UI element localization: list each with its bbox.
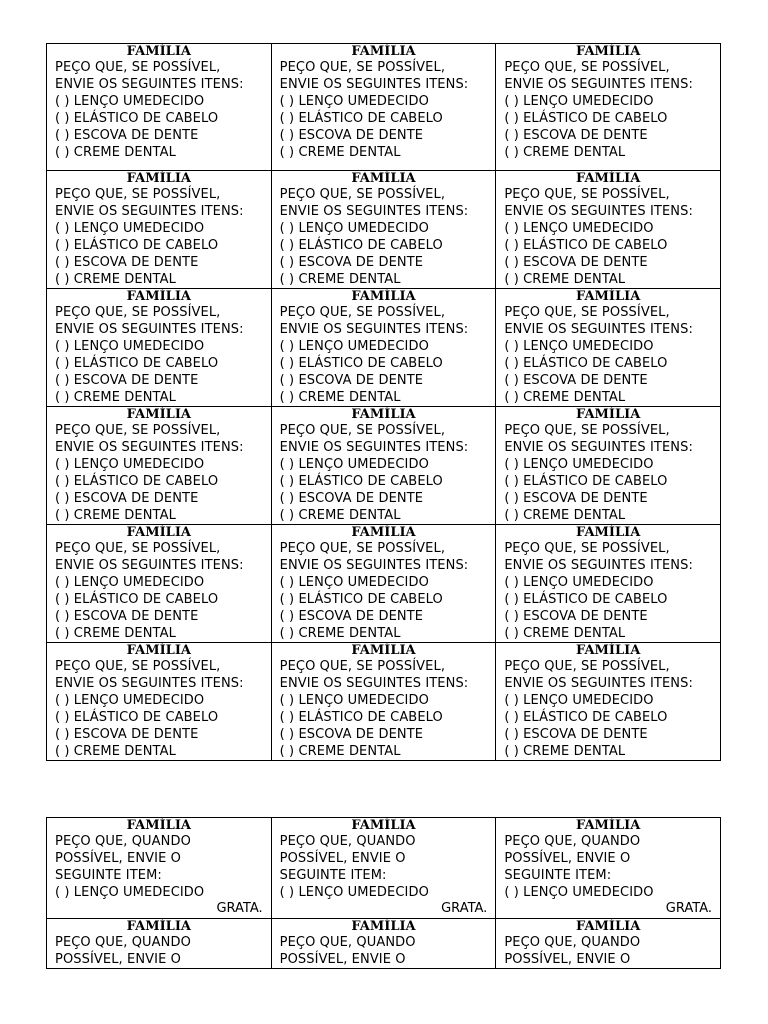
note-checklist-item: ( ) ESCOVA DE DENTE: [279, 727, 424, 742]
note-card: [271, 407, 496, 525]
note-title: FAMÍLIA: [575, 525, 641, 540]
note-intro-line: ENVIE OS SEGUINTES ITENS:: [504, 676, 693, 691]
note-checklist-item: ( ) ESCOVA DE DENTE: [504, 491, 648, 506]
note-row: [47, 818, 721, 919]
note-intro-line: PEÇO QUE, SE POSSÍVEL,: [279, 541, 446, 556]
note-intro-line: ENVIE OS SEGUINTES ITENS:: [55, 77, 244, 92]
note-intro-line: PEÇO QUE, SE POSSÍVEL,: [55, 541, 221, 556]
note-card: [271, 525, 496, 643]
note-checklist-item: ( ) ESCOVA DE DENTE: [55, 727, 199, 742]
note-intro-line: PEÇO QUE, SE POSSÍVEL,: [504, 659, 670, 674]
note-card: [496, 44, 721, 171]
note-card: [496, 643, 721, 761]
note-intro-line: ENVIE OS SEGUINTES ITENS:: [279, 77, 469, 92]
note-card: [496, 289, 721, 407]
note-title: FAMÍLIA: [126, 44, 191, 59]
note-checklist-item: ( ) ELÁSTICO DE CABELO: [504, 710, 668, 725]
note-title: FAMÍLIA: [126, 525, 191, 540]
note-checklist-item: ( ) ESCOVA DE DENTE: [504, 255, 648, 270]
note-title: FAMÍLIA: [351, 289, 416, 304]
note-line: PEÇO QUE, QUANDO: [279, 834, 416, 849]
note-checklist-item: ( ) ELÁSTICO DE CABELO: [55, 710, 219, 725]
note-title: FAMÍLIA: [351, 919, 416, 934]
note-intro-line: PEÇO QUE, SE POSSÍVEL,: [504, 187, 670, 202]
note-checklist-item: ( ) ESCOVA DE DENTE: [55, 128, 199, 143]
note-card: [47, 919, 272, 969]
note-intro-line: PEÇO QUE, SE POSSÍVEL,: [55, 187, 221, 202]
note-line: PEÇO QUE, QUANDO: [55, 834, 191, 849]
note-card: [47, 44, 272, 171]
note-checklist-item: ( ) LENÇO UMEDECIDO: [504, 221, 654, 236]
note-line: POSSÍVEL, ENVIE O: [55, 851, 181, 866]
note-title: FAMÍLIA: [351, 525, 416, 540]
note-checklist-item: ( ) ELÁSTICO DE CABELO: [55, 238, 219, 253]
note-checklist-item: ( ) LENÇO UMEDECIDO: [279, 339, 429, 354]
note-card: [47, 289, 272, 407]
note-intro-line: ENVIE OS SEGUINTES ITENS:: [55, 204, 244, 219]
note-line: POSSÍVEL, ENVIE O: [504, 851, 631, 866]
note-title: FAMÍLIA: [351, 818, 416, 833]
note-checklist-item: ( ) ELÁSTICO DE CABELO: [279, 710, 443, 725]
note-checklist-item: ( ) CREME DENTAL: [504, 390, 626, 405]
note-intro-line: ENVIE OS SEGUINTES ITENS:: [55, 676, 244, 691]
note-checklist-item: ( ) LENÇO UMEDECIDO: [55, 457, 205, 472]
note-intro-line: ENVIE OS SEGUINTES ITENS:: [504, 204, 693, 219]
note-card: [496, 919, 721, 969]
note-checklist-item: ( ) ESCOVA DE DENTE: [279, 255, 424, 270]
note-checklist-item: ( ) CREME DENTAL: [279, 508, 401, 523]
note-intro-line: PEÇO QUE, SE POSSÍVEL,: [55, 305, 221, 320]
note-closing: GRATA.: [216, 901, 263, 916]
note-title: FAMÍLIA: [351, 44, 416, 59]
note-intro-line: PEÇO QUE, SE POSSÍVEL,: [279, 187, 446, 202]
note-checklist-item: ( ) ELÁSTICO DE CABELO: [504, 474, 668, 489]
note-closing: GRATA.: [665, 901, 712, 916]
notes-grid-items: [46, 43, 721, 761]
note-intro-line: ENVIE OS SEGUINTES ITENS:: [504, 322, 693, 337]
note-intro-line: PEÇO QUE, SE POSSÍVEL,: [279, 659, 446, 674]
note-intro-line: ENVIE OS SEGUINTES ITENS:: [279, 558, 469, 573]
note-intro-line: ENVIE OS SEGUINTES ITENS:: [504, 77, 693, 92]
note-title: FAMÍLIA: [351, 171, 416, 186]
note-card: [47, 818, 272, 919]
note-checklist-item: ( ) ESCOVA DE DENTE: [55, 255, 199, 270]
note-checklist-item: ( ) LENÇO UMEDECIDO: [504, 339, 654, 354]
notes-grid2-body: [47, 818, 721, 969]
note-checklist-item: ( ) ELÁSTICO DE CABELO: [55, 592, 219, 607]
note-line: POSSÍVEL, ENVIE O: [504, 952, 631, 967]
note-title: FAMÍLIA: [126, 171, 191, 186]
note-title: FAMÍLIA: [126, 818, 191, 833]
note-intro-line: PEÇO QUE, SE POSSÍVEL,: [279, 305, 446, 320]
note-checklist-item: ( ) LENÇO UMEDECIDO: [504, 94, 654, 109]
note-title: FAMÍLIA: [126, 919, 191, 934]
note-row: [47, 44, 721, 171]
note-line: POSSÍVEL, ENVIE O: [279, 851, 406, 866]
note-checklist-item: ( ) ESCOVA DE DENTE: [279, 609, 424, 624]
note-intro-line: PEÇO QUE, SE POSSÍVEL,: [279, 423, 446, 438]
note-checklist-item: ( ) LENÇO UMEDECIDO: [279, 575, 429, 590]
note-checklist-item: ( ) ELÁSTICO DE CABELO: [279, 356, 443, 371]
note-card: [496, 525, 721, 643]
note-title: FAMÍLIA: [575, 643, 641, 658]
note-card: [271, 171, 496, 289]
note-checklist-item: ( ) CREME DENTAL: [279, 272, 401, 287]
note-checklist-item: ( ) CREME DENTAL: [279, 145, 401, 160]
note-card: [496, 407, 721, 525]
note-checklist-item: ( ) LENÇO UMEDECIDO: [279, 693, 429, 708]
note-title: FAMÍLIA: [351, 643, 416, 658]
note-checklist-item: ( ) ELÁSTICO DE CABELO: [504, 238, 668, 253]
note-checklist-item: ( ) ESCOVA DE DENTE: [279, 373, 424, 388]
note-card: [271, 289, 496, 407]
note-checklist-item: ( ) LENÇO UMEDECIDO: [55, 339, 205, 354]
note-card: [47, 407, 272, 525]
note-checklist-item: ( ) LENÇO UMEDECIDO: [279, 221, 429, 236]
note-line: ( ) LENÇO UMEDECIDO: [279, 885, 429, 900]
note-line: PEÇO QUE, QUANDO: [504, 935, 641, 950]
note-intro-line: PEÇO QUE, SE POSSÍVEL,: [504, 423, 670, 438]
note-row: [47, 289, 721, 407]
note-checklist-item: ( ) ESCOVA DE DENTE: [504, 727, 648, 742]
notes-grid-body: [47, 44, 721, 761]
note-intro-line: ENVIE OS SEGUINTES ITENS:: [504, 440, 693, 455]
note-card: [271, 818, 496, 919]
note-checklist-item: ( ) CREME DENTAL: [504, 145, 626, 160]
note-checklist-item: ( ) ESCOVA DE DENTE: [55, 609, 199, 624]
note-checklist-item: ( ) ELÁSTICO DE CABELO: [55, 111, 219, 126]
note-line: PEÇO QUE, QUANDO: [55, 935, 191, 950]
note-checklist-item: ( ) LENÇO UMEDECIDO: [504, 575, 654, 590]
note-checklist-item: ( ) ESCOVA DE DENTE: [279, 128, 424, 143]
note-checklist-item: ( ) LENÇO UMEDECIDO: [504, 693, 654, 708]
note-title: FAMÍLIA: [575, 818, 641, 833]
note-card: [271, 44, 496, 171]
note-intro-line: ENVIE OS SEGUINTES ITENS:: [504, 558, 693, 573]
note-intro-line: PEÇO QUE, SE POSSÍVEL,: [55, 423, 221, 438]
note-card: [271, 919, 496, 969]
note-line: SEGUINTE ITEM:: [504, 868, 612, 883]
note-checklist-item: ( ) CREME DENTAL: [504, 272, 626, 287]
note-title: FAMÍLIA: [575, 171, 641, 186]
note-checklist-item: ( ) ESCOVA DE DENTE: [504, 373, 648, 388]
note-intro-line: ENVIE OS SEGUINTES ITENS:: [279, 204, 469, 219]
note-title: FAMÍLIA: [575, 289, 641, 304]
note-checklist-item: ( ) ELÁSTICO DE CABELO: [279, 238, 443, 253]
note-line: POSSÍVEL, ENVIE O: [279, 952, 406, 967]
note-card: [496, 818, 721, 919]
note-row: [47, 407, 721, 525]
note-card: [47, 643, 272, 761]
note-checklist-item: ( ) CREME DENTAL: [504, 508, 626, 523]
note-checklist-item: ( ) ELÁSTICO DE CABELO: [504, 592, 668, 607]
note-row: [47, 643, 721, 761]
note-checklist-item: ( ) ESCOVA DE DENTE: [55, 373, 199, 388]
note-line: ( ) LENÇO UMEDECIDO: [55, 885, 205, 900]
note-title: FAMÍLIA: [351, 407, 416, 422]
note-title: FAMÍLIA: [575, 44, 641, 59]
note-checklist-item: ( ) CREME DENTAL: [55, 508, 176, 523]
note-checklist-item: ( ) CREME DENTAL: [55, 744, 176, 759]
note-title: FAMÍLIA: [575, 919, 641, 934]
note-checklist-item: ( ) CREME DENTAL: [55, 145, 176, 160]
note-checklist-item: ( ) ESCOVA DE DENTE: [504, 609, 648, 624]
note-intro-line: PEÇO QUE, SE POSSÍVEL,: [55, 60, 221, 75]
note-checklist-item: ( ) CREME DENTAL: [504, 744, 626, 759]
note-intro-line: ENVIE OS SEGUINTES ITENS:: [55, 322, 244, 337]
note-checklist-item: ( ) LENÇO UMEDECIDO: [279, 94, 429, 109]
note-checklist-item: ( ) LENÇO UMEDECIDO: [279, 457, 429, 472]
note-checklist-item: ( ) ELÁSTICO DE CABELO: [279, 111, 443, 126]
note-intro-line: ENVIE OS SEGUINTES ITENS:: [279, 676, 469, 691]
note-intro-line: ENVIE OS SEGUINTES ITENS:: [55, 558, 244, 573]
note-intro-line: PEÇO QUE, SE POSSÍVEL,: [504, 305, 670, 320]
note-line: PEÇO QUE, QUANDO: [279, 935, 416, 950]
note-checklist-item: ( ) CREME DENTAL: [279, 626, 401, 641]
note-card: [47, 525, 272, 643]
note-checklist-item: ( ) LENÇO UMEDECIDO: [55, 575, 205, 590]
note-row: [47, 171, 721, 289]
note-line: SEGUINTE ITEM:: [55, 868, 162, 883]
note-intro-line: PEÇO QUE, SE POSSÍVEL,: [504, 60, 670, 75]
note-intro-line: PEÇO QUE, SE POSSÍVEL,: [504, 541, 670, 556]
note-checklist-item: ( ) CREME DENTAL: [504, 626, 626, 641]
note-row: [47, 919, 721, 969]
note-checklist-item: ( ) LENÇO UMEDECIDO: [55, 94, 205, 109]
note-intro-line: ENVIE OS SEGUINTES ITENS:: [279, 440, 469, 455]
note-line: SEGUINTE ITEM:: [279, 868, 387, 883]
note-checklist-item: ( ) ELÁSTICO DE CABELO: [504, 356, 668, 371]
note-checklist-item: ( ) CREME DENTAL: [55, 626, 176, 641]
note-card: [47, 171, 272, 289]
note-card: [496, 171, 721, 289]
note-checklist-item: ( ) LENÇO UMEDECIDO: [55, 693, 205, 708]
note-intro-line: PEÇO QUE, SE POSSÍVEL,: [279, 60, 446, 75]
note-checklist-item: ( ) CREME DENTAL: [279, 390, 401, 405]
note-checklist-item: ( ) CREME DENTAL: [55, 272, 176, 287]
note-intro-line: PEÇO QUE, SE POSSÍVEL,: [55, 659, 221, 674]
note-checklist-item: ( ) LENÇO UMEDECIDO: [55, 221, 205, 236]
note-checklist-item: ( ) ESCOVA DE DENTE: [504, 128, 648, 143]
note-intro-line: ENVIE OS SEGUINTES ITENS:: [279, 322, 469, 337]
note-title: FAMÍLIA: [126, 407, 191, 422]
note-checklist-item: ( ) CREME DENTAL: [55, 390, 176, 405]
note-checklist-item: ( ) ELÁSTICO DE CABELO: [504, 111, 668, 126]
note-line: POSSÍVEL, ENVIE O: [55, 952, 181, 967]
note-line: ( ) LENÇO UMEDECIDO: [504, 885, 654, 900]
note-checklist-item: ( ) ELÁSTICO DE CABELO: [55, 356, 219, 371]
note-checklist-item: ( ) LENÇO UMEDECIDO: [504, 457, 654, 472]
note-checklist-item: ( ) CREME DENTAL: [279, 744, 401, 759]
note-checklist-item: ( ) ESCOVA DE DENTE: [279, 491, 424, 506]
note-checklist-item: ( ) ELÁSTICO DE CABELO: [279, 592, 443, 607]
note-line: PEÇO QUE, QUANDO: [504, 834, 641, 849]
note-closing: GRATA.: [441, 901, 488, 916]
note-checklist-item: ( ) ELÁSTICO DE CABELO: [55, 474, 219, 489]
note-checklist-item: ( ) ESCOVA DE DENTE: [55, 491, 199, 506]
note-checklist-item: ( ) ELÁSTICO DE CABELO: [279, 474, 443, 489]
note-title: FAMÍLIA: [126, 289, 191, 304]
note-row: [47, 525, 721, 643]
note-title: FAMÍLIA: [126, 643, 191, 658]
note-intro-line: ENVIE OS SEGUINTES ITENS:: [55, 440, 244, 455]
note-card: [271, 643, 496, 761]
notes-grid-single-item: [46, 817, 721, 969]
note-title: FAMÍLIA: [575, 407, 641, 422]
